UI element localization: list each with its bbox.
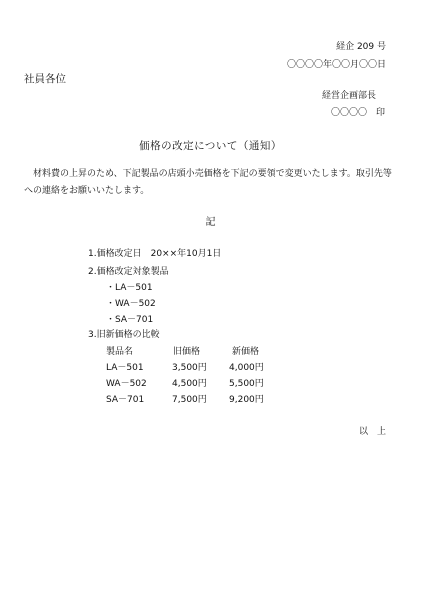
body-paragraph: 材料費の上昇のため、下記製品の店頭小売価格を下記の要領で変更いたします。取引先等への連絡をお願いいたします。: [24, 169, 392, 196]
section-price-comparison: 3.旧新価格の比較: [88, 330, 160, 340]
table-cell-product: WA－502: [106, 379, 147, 389]
table-cell-old-price: 4,500円: [172, 379, 207, 389]
table-cell-product: LA－501: [106, 363, 144, 373]
section-target-products: 2.価格改定対象製品: [88, 267, 169, 277]
table-cell-new-price: 5,500円: [229, 379, 264, 389]
closing-mark: 以 上: [358, 427, 386, 437]
sender-department: 経営企画部長: [321, 91, 376, 101]
table-cell-old-price: 3,500円: [172, 363, 207, 373]
section-price-change-date: 1.価格改定日 20××年10月1日: [88, 249, 222, 259]
document-title: 価格の改定について（通知）: [139, 140, 282, 152]
table-header-product: 製品名: [106, 347, 134, 357]
table-header-new-price: 新価格: [232, 347, 260, 357]
table-cell-old-price: 7,500円: [172, 395, 207, 405]
document-date: 〇〇〇〇年〇〇月〇〇日: [286, 60, 386, 70]
document-number: 経企 209 号: [336, 42, 386, 52]
table-cell-product: SA－701: [106, 395, 145, 405]
table-cell-new-price: 4,000円: [229, 363, 264, 373]
sender-name: 〇〇〇〇 印: [330, 108, 385, 118]
table-cell-new-price: 9,200円: [229, 395, 264, 405]
recipient: 社員各位: [24, 73, 66, 85]
product-item: ・SA－701: [106, 315, 154, 325]
product-item: ・WA－502: [106, 299, 156, 309]
record-heading: 記: [205, 217, 216, 228]
table-header-old-price: 旧価格: [173, 347, 201, 357]
product-item: ・LA－501: [106, 283, 153, 293]
